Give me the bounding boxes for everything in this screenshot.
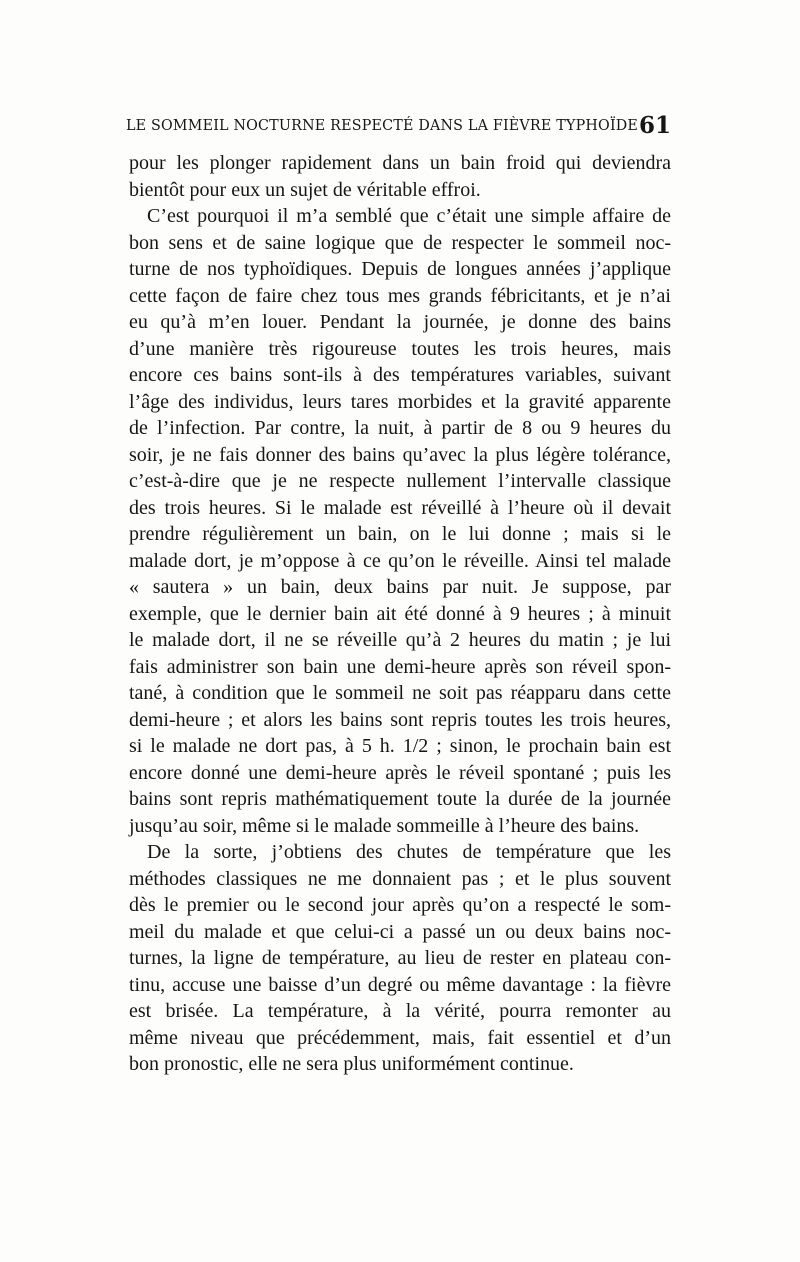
- text-line: encore ces bains sont-ils à des températures variables, suivant: [129, 364, 671, 386]
- text-line: turne de nos typhoïdiques. Depuis de longues années j’applique: [129, 258, 671, 280]
- text-line: tané, à condition que le sommeil ne soit pas réapparu dans cette: [129, 682, 671, 704]
- text-line: eu qu’à m’en louer. Pendant la journée, je donne des bains: [129, 311, 671, 333]
- text-line: bon pronostic, elle ne sera plus uniformément continue.: [129, 1053, 574, 1075]
- text-line: de l’infection. Par contre, la nuit, à partir de 8 ou 9 heures du: [129, 417, 671, 439]
- text-line: des trois heures. Si le malade est réveillé à l’heure où il devait: [129, 496, 671, 519]
- text-line: encore donné une demi-heure après le réveil spontané ; puis les: [129, 761, 671, 784]
- text-line: « sautera » un bain, deux bains par nuit. Je suppose, par: [129, 576, 671, 598]
- text-line: cette façon de faire chez tous mes grands fébricitants, et je n’ai: [129, 284, 671, 307]
- text-line: De la sorte, j’obtiens des chutes de température que les: [147, 841, 671, 863]
- text-line: malade dort, je m’oppose à ce qu’on le réveille. Ainsi tel malade: [129, 549, 671, 572]
- text-line: prendre régulièrement un bain, on le lui donne ; mais si le: [129, 523, 671, 545]
- running-title: LE SOMMEIL NOCTURNE RESPECTÉ DANS LA FIÈVRE TYPHOÏDE: [126, 118, 639, 134]
- text-line: demi-heure ; et alors les bains sont repris toutes les trois heures,: [129, 708, 671, 731]
- text-line: fais administrer son bain une demi-heure après son réveil spon-: [129, 655, 671, 678]
- text-line: d’une manière très rigoureuse toutes les trois heures, mais: [129, 337, 671, 360]
- text-line: dès le premier ou le second jour après qu’on a respecté le som-: [129, 894, 671, 916]
- text-line: bon sens et de saine logique que de respecter le sommeil noc-: [129, 231, 671, 254]
- text-line: C’est pourquoi il m’a semblé que c’était une simple affaire de: [147, 205, 671, 227]
- text-line: bientôt pour eux un sujet de véritable effroi.: [129, 178, 481, 201]
- text-line: bains sont repris mathématiquement toute la durée de la journée: [129, 788, 671, 810]
- page-header: [126, 112, 671, 148]
- text-line: l’âge des individus, leurs tares morbides et la gravité apparente: [129, 390, 671, 413]
- text-line: le malade dort, il ne se réveille qu’à 2 heures du matin ; je lui: [129, 629, 671, 651]
- text-line: même niveau que précédemment, mais, fait essentiel et d’un: [129, 1026, 671, 1049]
- text-line: exemple, que le dernier bain ait été donné à 9 heures ; à minuit: [129, 602, 671, 625]
- page-number: 61: [638, 112, 671, 139]
- text-line: c’est-à-dire que je ne respecte nullement l’intervalle classique: [129, 470, 671, 492]
- text-line: jusqu’au soir, même si le malade sommeille à l’heure des bains.: [129, 814, 640, 837]
- text-line: pour les plonger rapidement dans un bain froid qui deviendra: [129, 152, 671, 174]
- text-line: si le malade ne dort pas, à 5 h. 1/2 ; sinon, le prochain bain est: [129, 735, 671, 757]
- text-line: meil du malade et que celui-ci a passé un ou deux bains noc-: [129, 920, 671, 943]
- text-line: turnes, la ligne de température, au lieu de rester en plateau con-: [129, 947, 671, 969]
- text-line: méthodes classiques ne me donnaient pas ; et le plus souvent: [129, 867, 671, 890]
- text-line: est brisée. La température, à la vérité, pourra remonter au: [129, 1000, 671, 1022]
- text-line: tinu, accuse une baisse d’un degré ou même davantage : la fièvre: [129, 973, 671, 996]
- text-line: soir, je ne fais donner des bains qu’avec la plus légère tolérance,: [129, 443, 671, 466]
- body-text: [129, 150, 671, 1078]
